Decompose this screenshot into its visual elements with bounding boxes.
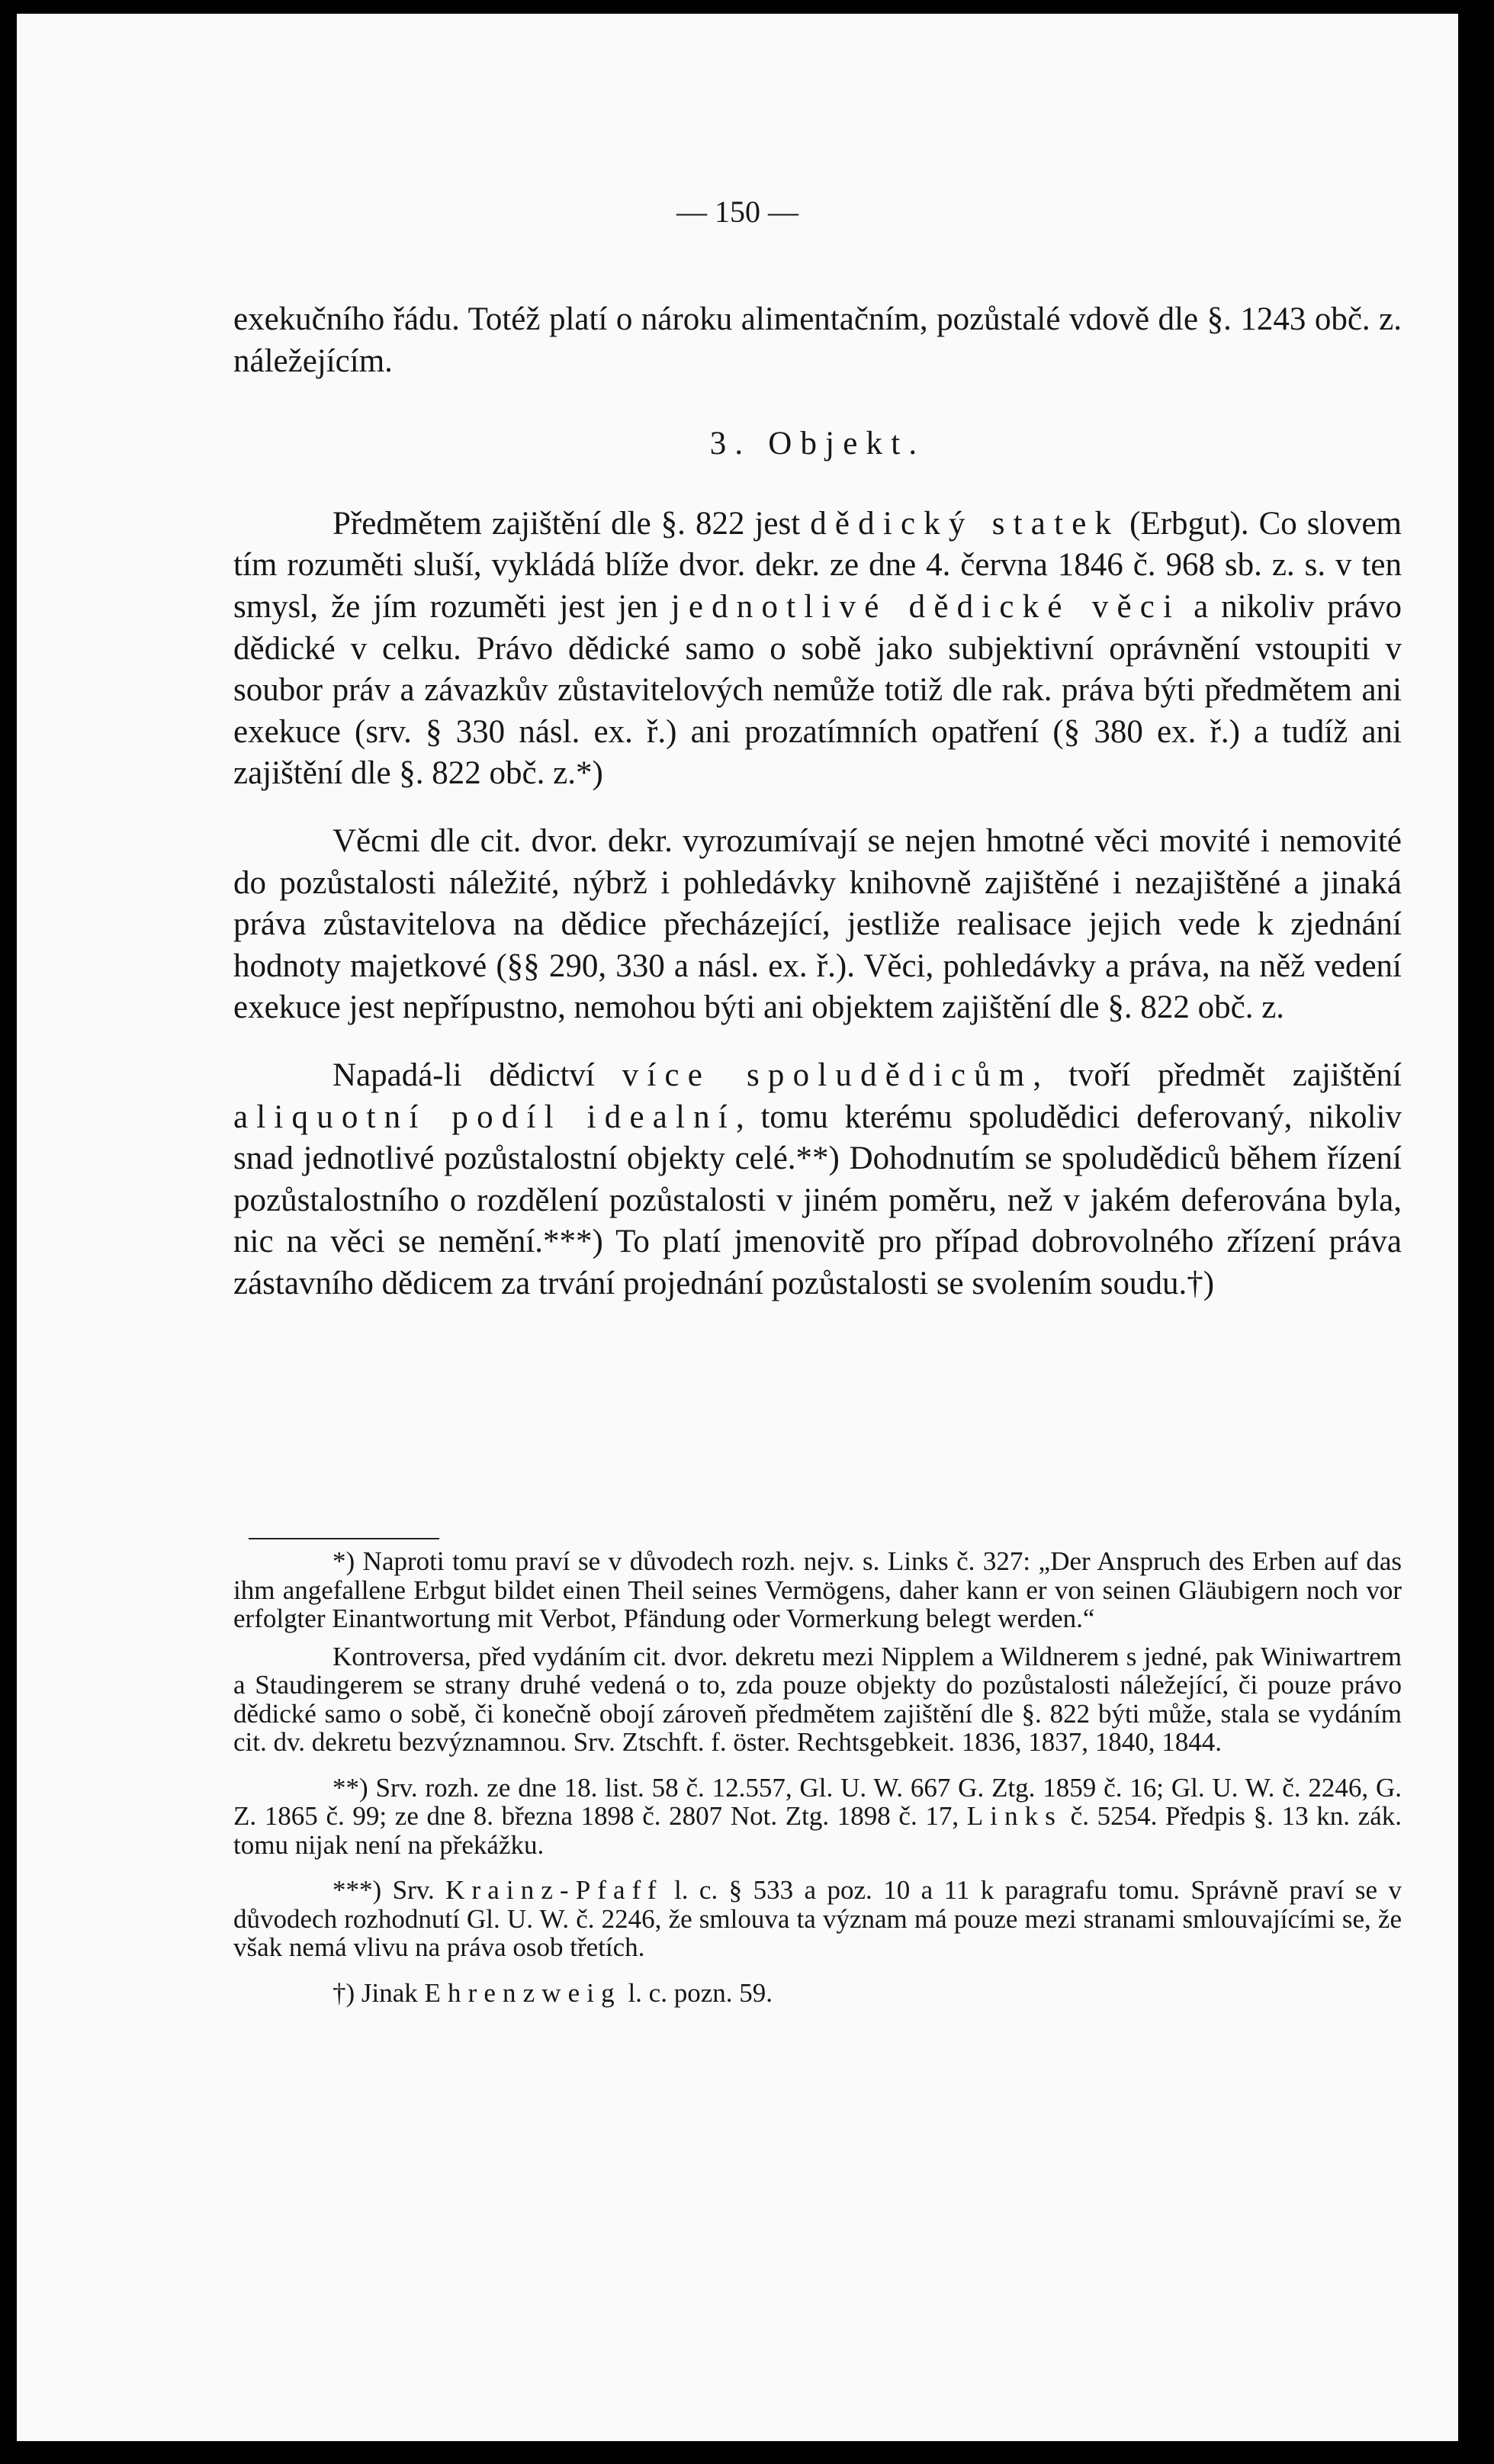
- text-run: **) Srv. rozh. ze dne 18. list. 58 č. 12.557, Gl. U. W. 667 G. Ztg. 1859 č. 16; Gl. U. W. č. 2246, G. Z. 1865 č. 99; ze dne 8. března 1898 č. 2807 Not. Ztg. 1898 č. 17,: [233, 1772, 1402, 1831]
- emphasis-text: více spoludědicům: [622, 1057, 1033, 1093]
- footnote-1-continuation: Kontroversa, před vydáním cit. dvor. dekretu mezi Nipplem a Wildnerem s jedné, pak Winiwartrem a Staudingerem se strany druhé vedená o to, zda pouze objekty do pozůstalosti náležející, či pouze právo dědické samo o sobě, či konečně obojí zároveň předmětem zajištění dle §. 822 býti může, stala se vydáním cit. dv. dekretu bezvýznamnou. Srv. Ztschft. f. öster. Rechtsgebkeit. 1836, 1837, 1840, 1844.: [233, 1641, 1402, 1757]
- text-run: , tomu kterému spoludědici deferovaný, nikoliv snad jednotlivé pozůstalostní objekty celé.**) Dohodnutím se spoludědiců během řízení pozůstalostního o rozdělení pozůstalosti v jiném poměru, než v jakém deferována byla, nic na věci se nemění.***) To platí jmenovitě pro případ dobrovolného zřízení práva zástavního dědicem za trvání projednání pozůstalosti se svolením soudu.†): [233, 1099, 1402, 1301]
- text-run: †) Jinak: [333, 1977, 425, 2008]
- page-number: — 150 —: [676, 195, 798, 229]
- footnote-3: [233, 1876, 1402, 1962]
- emphasis-text: jednotlivé dědické věci: [670, 588, 1181, 625]
- emphasis-text: Ehrenzweig: [424, 1977, 622, 2008]
- text-run: č. 5254. Předpis §. 13 kn. zák. tomu nijak není na překážku.: [233, 1801, 1402, 1860]
- paragraph-coheirs: [233, 1055, 1402, 1305]
- paragraph-subject: [233, 503, 1402, 795]
- text-run: l. c. § 533 a poz. 10 a 11 k paragrafu tomu. Správně praví se v důvodech rozhodnutí Gl. U. W. č. 2246, že smlouva ta význam má pouze mezi stranami smlouvajícími se, že však nemá vlivu na práva osob třetích.: [233, 1875, 1402, 1962]
- section-heading: [233, 423, 1402, 465]
- text-run: Předmětem zajištění dle §. 822 jest: [333, 505, 811, 542]
- text-run: , tvoří předmět zajištění: [1033, 1057, 1402, 1093]
- footnotes: [233, 1547, 1402, 2007]
- section-heading-text: 3. Objekt.: [709, 426, 926, 462]
- scanned-page: [17, 14, 1458, 2441]
- main-text: [233, 299, 1402, 1304]
- text-run: (Erbgut). Co slovem tím rozuměti sluší, vykládá blíže dvor. dekr. ze dne 4. června 1846 č. 968 sb. z. s. v ten smysl, že jím rozuměti jest jen: [233, 505, 1402, 625]
- footnote-1: *) Naproti tomu praví se v důvodech rozh. nejv. s. Links č. 327: „Der Anspruch des Erben auf das ihm angefallene Erbgut bildet einen Theil seines Vermögens, daher kann er von seinen Gläubigern noch vor erfolgter Einantwortung mit Verbot, Pfändung oder Vormerkung belegt werden.“: [233, 1546, 1402, 1633]
- footnote-2: [233, 1774, 1402, 1860]
- footnote-divider: [249, 1538, 439, 1539]
- text-run: Napadá-li dědictví: [333, 1057, 622, 1093]
- text-run: a nikoliv právo dědické v celku. Právo dědické samo o sobě jako subjektivní oprávnění vstoupiti v soubor práv a závazkův zůstavitelových nemůže totiž dle rak. práva býti předmětem ani exekuce (srv. § 330 násl. ex. ř.) ani prozatímních opatření (§ 380 ex. ř.) a tudíž ani zajištění dle §. 822 obč. z.*): [233, 588, 1402, 792]
- paragraph-continuation: exekučního řádu. Totéž platí o nároku alimentačním, pozůstalé vdově dle §. 1243 obč. z. náležejícím.: [233, 301, 1402, 379]
- emphasis-text: dědický statek: [810, 505, 1120, 542]
- paragraph-things: Věcmi dle cit. dvor. dekr. vyrozumívají se nejen hmotné věci movité i nemovité do pozůstalosti náležité, nýbrž i pohledávky knihovně zajištěné i nezajištěné a jinaká práva zůstavitelova na dědice přecházející, jestliže realisace jejich vede k zjednání hodnoty majetkové (§§ 290, 330 a násl. ex. ř.). Věci, pohledávky a práva, na něž vedení exekuce jest nepřípustno, nemohou býti ani objektem zajištění dle §. 822 obč. z.: [233, 822, 1402, 1026]
- emphasis-text: Krainz-Pfaff: [445, 1875, 663, 1905]
- emphasis-text: Links: [966, 1801, 1062, 1831]
- emphasis-text: aliquotní podíl idealní: [233, 1099, 736, 1135]
- text-run: ***) Srv.: [333, 1875, 446, 1905]
- footnote-4: [233, 1979, 1402, 2008]
- text-run: l. c. pozn. 59.: [621, 1977, 773, 2008]
